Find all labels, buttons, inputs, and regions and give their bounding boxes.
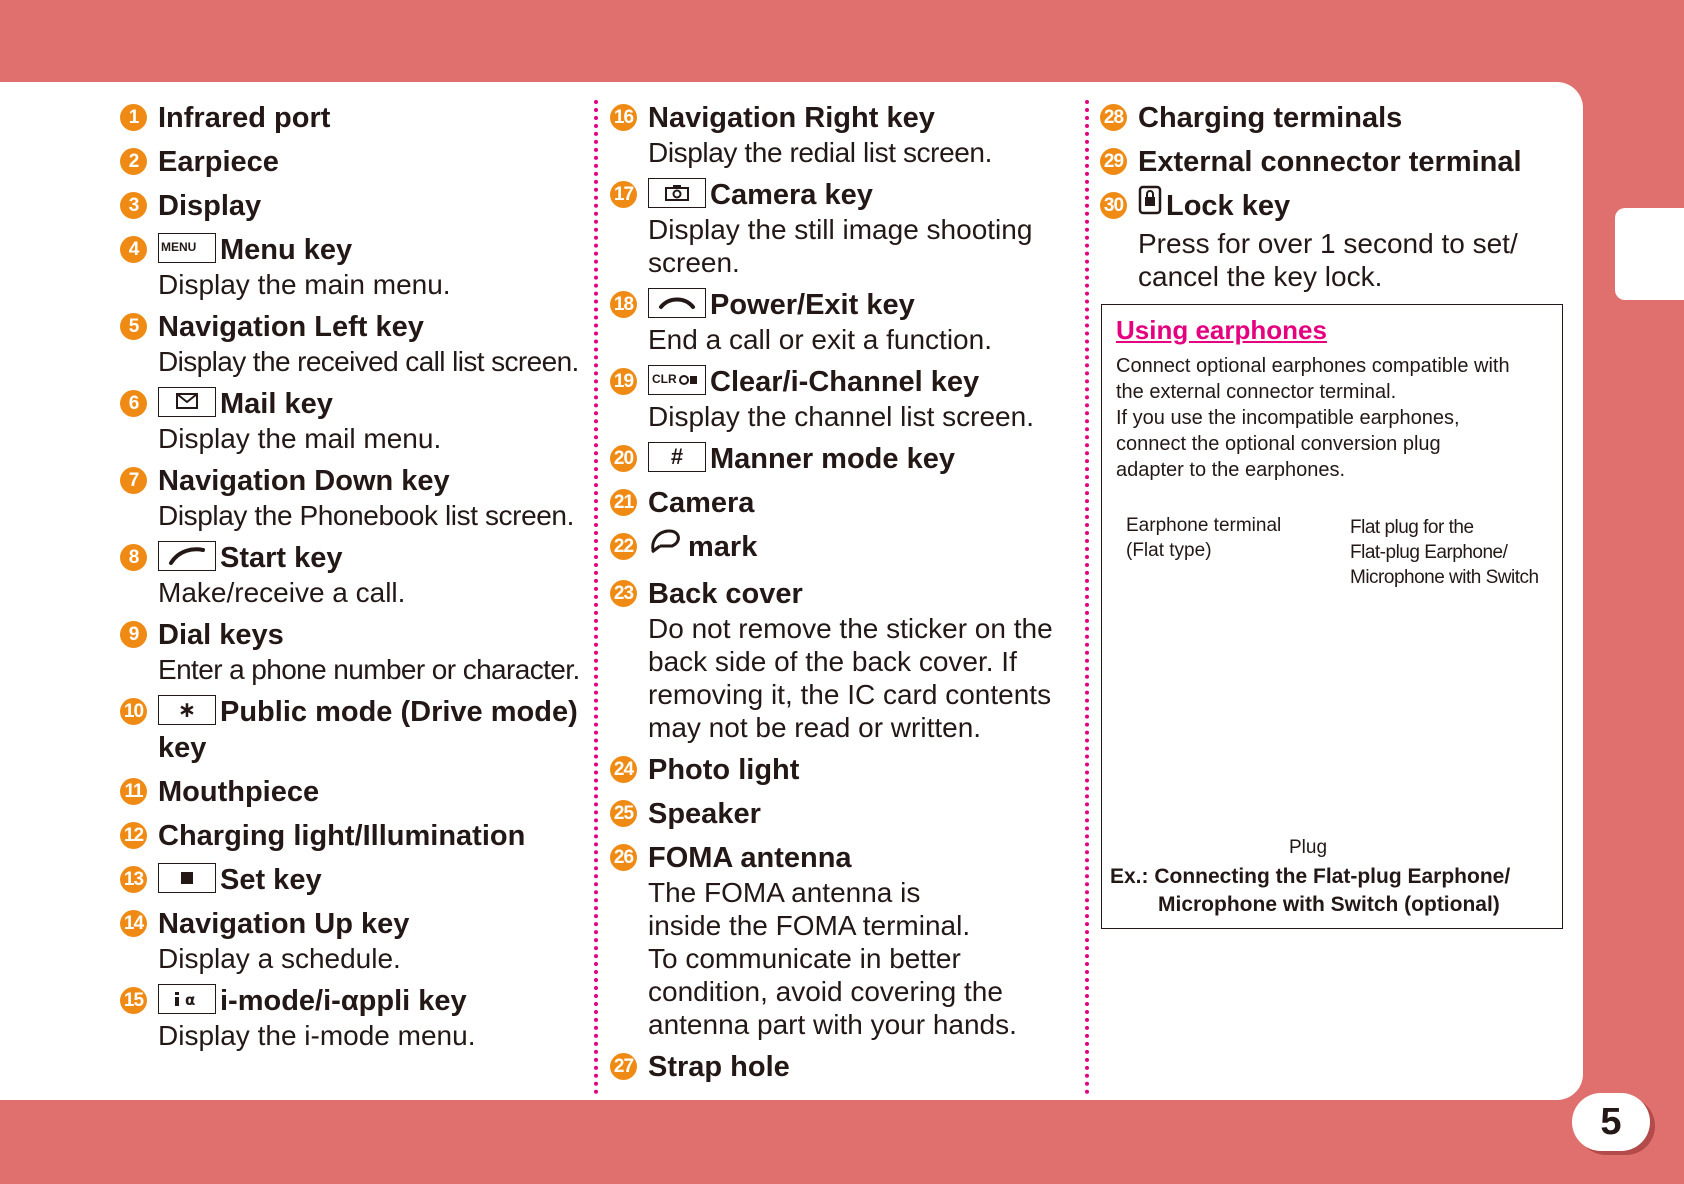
item-description-continued: To communicate in better — [648, 943, 961, 974]
item-number: 7 — [120, 467, 147, 494]
item-number: 17 — [610, 181, 637, 208]
list-item — [120, 540, 590, 609]
hash-key-icon: # — [648, 442, 706, 472]
list-item — [1100, 188, 1570, 293]
list-item — [120, 309, 590, 378]
earphones-paragraph-line: adapter to the earphones. — [1116, 459, 1346, 481]
item-number: 9 — [120, 621, 147, 648]
list-item — [610, 100, 1080, 169]
item-title: Charging terminals — [1138, 102, 1403, 134]
item-description: Display the i-mode menu. — [158, 1020, 476, 1051]
item-number: 5 — [120, 313, 147, 340]
item-number: 30 — [1100, 192, 1127, 219]
plug-label: Plug — [1289, 837, 1328, 858]
item-number: 16 — [610, 104, 637, 131]
clear-key-icon — [648, 365, 706, 395]
start-key-icon — [158, 541, 216, 571]
column-separator — [1085, 100, 1089, 1095]
list-item — [1100, 144, 1570, 180]
item-number: 23 — [610, 580, 637, 607]
earphones-paragraph-line: Connect optional earphones compatible with — [1116, 355, 1510, 377]
item-number: 28 — [1100, 104, 1127, 131]
item-title: Camera key — [710, 179, 873, 211]
item-title: Photo light — [648, 754, 800, 786]
list-item — [120, 100, 590, 136]
item-number: 13 — [120, 866, 147, 893]
item-description-continued: removing it, the IC card contents — [648, 679, 1052, 710]
item-description: Enter a phone number or character. — [158, 654, 580, 685]
item-title: Start key — [220, 542, 343, 574]
earphones-paragraph-line: the external connector terminal. — [1116, 381, 1397, 403]
flat-plug-label-line: Flat-plug Earphone/ — [1350, 542, 1508, 563]
list-item — [610, 529, 1080, 568]
item-title: Dial keys — [158, 619, 284, 651]
column-1 — [120, 100, 590, 1060]
item-number: 20 — [610, 445, 637, 472]
item-description-continued: back side of the back cover. If — [648, 646, 1017, 677]
clear-key-label: CLR — [652, 372, 677, 387]
terminal-label — [1126, 513, 1281, 563]
item-number: 10 — [120, 698, 147, 725]
list-item — [610, 796, 1080, 832]
item-title: i-mode/i-αppli key — [220, 985, 467, 1017]
earphones-title: Using earphones — [1116, 315, 1327, 345]
item-title: Back cover — [648, 578, 803, 610]
flat-plug-label-line: Microphone with Switch — [1350, 567, 1539, 588]
item-description: Display the received call list screen. — [158, 346, 579, 377]
item-title: Menu key — [220, 234, 353, 266]
item-number: 18 — [610, 291, 637, 318]
list-item — [610, 576, 1080, 744]
item-number: 4 — [120, 236, 147, 263]
item-description: Display the redial list screen. — [648, 137, 992, 168]
column-separator — [594, 100, 598, 1095]
item-number: 11 — [120, 778, 147, 805]
item-description: Press for over 1 second to set/ — [1138, 228, 1518, 259]
list-item — [610, 485, 1080, 521]
item-title: Navigation Up key — [158, 908, 410, 940]
terminal-label-line: Earphone terminal — [1126, 515, 1282, 536]
item-title: Mouthpiece — [158, 776, 320, 808]
item-description: Display the channel list screen. — [648, 401, 1034, 432]
list-item — [120, 906, 590, 975]
item-description-continued: cancel the key lock. — [1138, 261, 1383, 292]
item-title: Clear/i-Channel key — [710, 366, 980, 398]
list-item — [120, 694, 590, 766]
list-item — [120, 862, 590, 898]
list-item — [120, 983, 590, 1052]
item-title: Strap hole — [648, 1051, 790, 1083]
terminal-label-line: (Flat type) — [1126, 540, 1212, 561]
camera-key-icon — [648, 178, 706, 208]
earphones-paragraph-line: connect the optional conversion plug — [1116, 433, 1441, 455]
column-2 — [610, 100, 1080, 1093]
item-title: Earpiece — [158, 146, 279, 178]
item-title-continued: key — [158, 732, 207, 764]
item-number: 14 — [120, 910, 147, 937]
item-title: External connector terminal — [1138, 146, 1522, 178]
earphones-box — [1101, 304, 1563, 929]
flat-plug-label — [1350, 515, 1539, 590]
menu-key-icon: MENU — [158, 233, 216, 263]
item-number: 1 — [120, 104, 147, 131]
caption-line-1: Ex.: Connecting the Flat-plug Earphone/ — [1110, 865, 1511, 888]
item-number: 27 — [610, 1053, 637, 1080]
column-3 — [1100, 100, 1570, 301]
item-description-continued: may not be read or written. — [648, 712, 982, 743]
list-item — [120, 144, 590, 180]
item-number: 25 — [610, 800, 637, 827]
item-title: FOMA antenna — [648, 842, 852, 874]
list-item — [610, 840, 1080, 1041]
item-title: Navigation Left key — [158, 311, 424, 343]
list-item — [120, 818, 590, 854]
item-title: Mail key — [220, 388, 333, 420]
item-description: Display the main menu. — [158, 269, 451, 300]
item-number: 2 — [120, 148, 147, 175]
item-number: 15 — [120, 987, 147, 1014]
item-number: 24 — [610, 756, 637, 783]
item-number: 21 — [610, 489, 637, 516]
list-item — [120, 188, 590, 224]
item-title: Display — [158, 190, 262, 222]
page-number: 5 — [1572, 1093, 1650, 1151]
item-description: Display a schedule. — [158, 943, 401, 974]
felica-mark-icon — [648, 526, 684, 565]
item-title: Speaker — [648, 798, 761, 830]
item-number: 12 — [120, 822, 147, 849]
item-title: Navigation Down key — [158, 465, 450, 497]
item-title: Public mode (Drive mode) — [220, 696, 578, 728]
item-title: mark — [688, 531, 758, 564]
asterisk-key-icon: ∗ — [158, 695, 216, 725]
item-description-continued: inside the FOMA terminal. — [648, 910, 971, 941]
list-item — [610, 441, 1080, 477]
mail-key-icon — [158, 387, 216, 417]
item-title: Manner mode key — [710, 443, 955, 475]
item-description: Make/receive a call. — [158, 577, 406, 608]
item-description-continued: condition, avoid covering the — [648, 976, 1003, 1007]
earphones-paragraph-line: If you use the incompatible earphones, — [1116, 407, 1460, 429]
list-item — [120, 232, 590, 301]
item-title: Set key — [220, 864, 322, 896]
item-description: Display the Phonebook list screen. — [158, 500, 574, 531]
item-title: Infrared port — [158, 102, 331, 134]
item-description-continued: screen. — [648, 247, 740, 278]
set-key-icon — [158, 863, 216, 893]
list-item — [610, 287, 1080, 356]
list-item — [120, 463, 590, 532]
item-number: 8 — [120, 544, 147, 571]
flat-plug-label-line: Flat plug for the — [1350, 517, 1474, 538]
section-tab — [1615, 208, 1684, 300]
item-title: Camera — [648, 487, 755, 519]
list-item — [610, 752, 1080, 788]
item-number: 26 — [610, 844, 637, 871]
imode-key-icon — [158, 984, 216, 1014]
list-item — [120, 617, 590, 686]
item-number: 22 — [610, 533, 637, 560]
list-item — [1100, 100, 1570, 136]
svg-text:α: α — [185, 991, 196, 1009]
power-key-icon — [648, 288, 706, 318]
list-item — [120, 386, 590, 455]
item-title: Power/Exit key — [710, 289, 915, 321]
item-title: Navigation Right key — [648, 102, 935, 134]
earphones-text — [1116, 353, 1556, 483]
list-item — [610, 1049, 1080, 1085]
item-description: End a call or exit a function. — [648, 324, 992, 355]
item-description-continued: antenna part with your hands. — [648, 1009, 1017, 1040]
item-description: Display the mail menu. — [158, 423, 442, 454]
item-description: Do not remove the sticker on the — [648, 613, 1053, 644]
item-number: 3 — [120, 192, 147, 219]
list-item — [610, 364, 1080, 433]
caption-line-2: Microphone with Switch (optional) — [1158, 893, 1500, 916]
list-item — [610, 177, 1080, 279]
item-title: Lock key — [1166, 190, 1291, 223]
item-description: The FOMA antenna is — [648, 877, 921, 908]
item-description: Display the still image shooting — [648, 214, 1033, 245]
item-number: 29 — [1100, 148, 1127, 175]
lock-key-icon — [1138, 185, 1162, 224]
list-item — [120, 774, 590, 810]
item-title: Charging light/Illumination — [158, 820, 526, 852]
item-number: 19 — [610, 368, 637, 395]
item-number: 6 — [120, 390, 147, 417]
